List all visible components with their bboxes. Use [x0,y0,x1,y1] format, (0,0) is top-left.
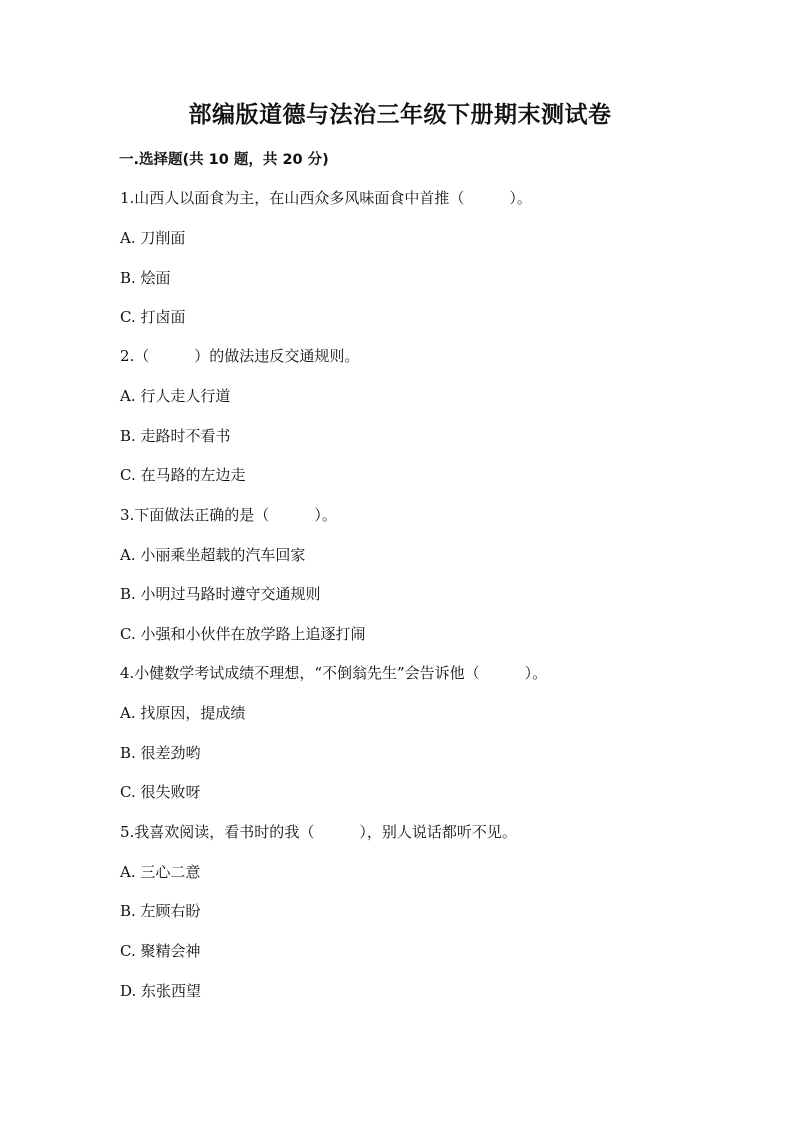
question-3-option-b: B. 小明过马路时遵守交通规则 [120,585,321,603]
question-1-option-c: C. 打卤面 [120,308,186,326]
question-3-stem: 3.下面做法正确的是（ ）。 [120,506,337,524]
question-5-option-a: A. 三心二意 [120,863,201,881]
question-1-stem: 1.山西人以面食为主，在山西众多风味面食中首推（ ）。 [120,189,532,207]
question-4-option-a: A. 找原因，提成绩 [120,704,246,722]
question-5-option-d: D. 东张西望 [120,982,202,1000]
question-5-option-c: C. 聚精会神 [120,942,201,960]
question-4-option-b: B. 很差劲哟 [120,744,201,762]
question-3-option-c: C. 小强和小伙伴在放学路上追逐打闹 [120,625,366,643]
question-2-option-a: A. 行人走人行道 [120,387,231,405]
question-4-stem: 4.小健数学考试成绩不理想，“不倒翁先生”会告诉他（ ）。 [120,664,548,682]
question-3-option-a: A. 小丽乘坐超载的汽车回家 [120,546,306,564]
question-1-option-b: B. 烩面 [120,269,171,287]
question-2-option-c: C. 在马路的左边走 [120,466,246,484]
question-2-option-b: B. 走路时不看书 [120,427,231,445]
page-title: 部编版道德与法治三年级下册期末测试卷 [188,101,612,128]
question-5-option-b: B. 左顾右盼 [120,902,201,920]
question-4-option-c: C. 很失败呀 [120,783,201,801]
section-heading: 一.选择题(共 10 题，共 20 分) [119,152,329,168]
question-2-stem: 2.（ ）的做法违反交通规则。 [120,347,360,365]
question-5-stem: 5.我喜欢阅读，看书时的我（ ），别人说话都听不见。 [120,823,517,841]
question-1-option-a: A. 刀削面 [120,229,186,247]
